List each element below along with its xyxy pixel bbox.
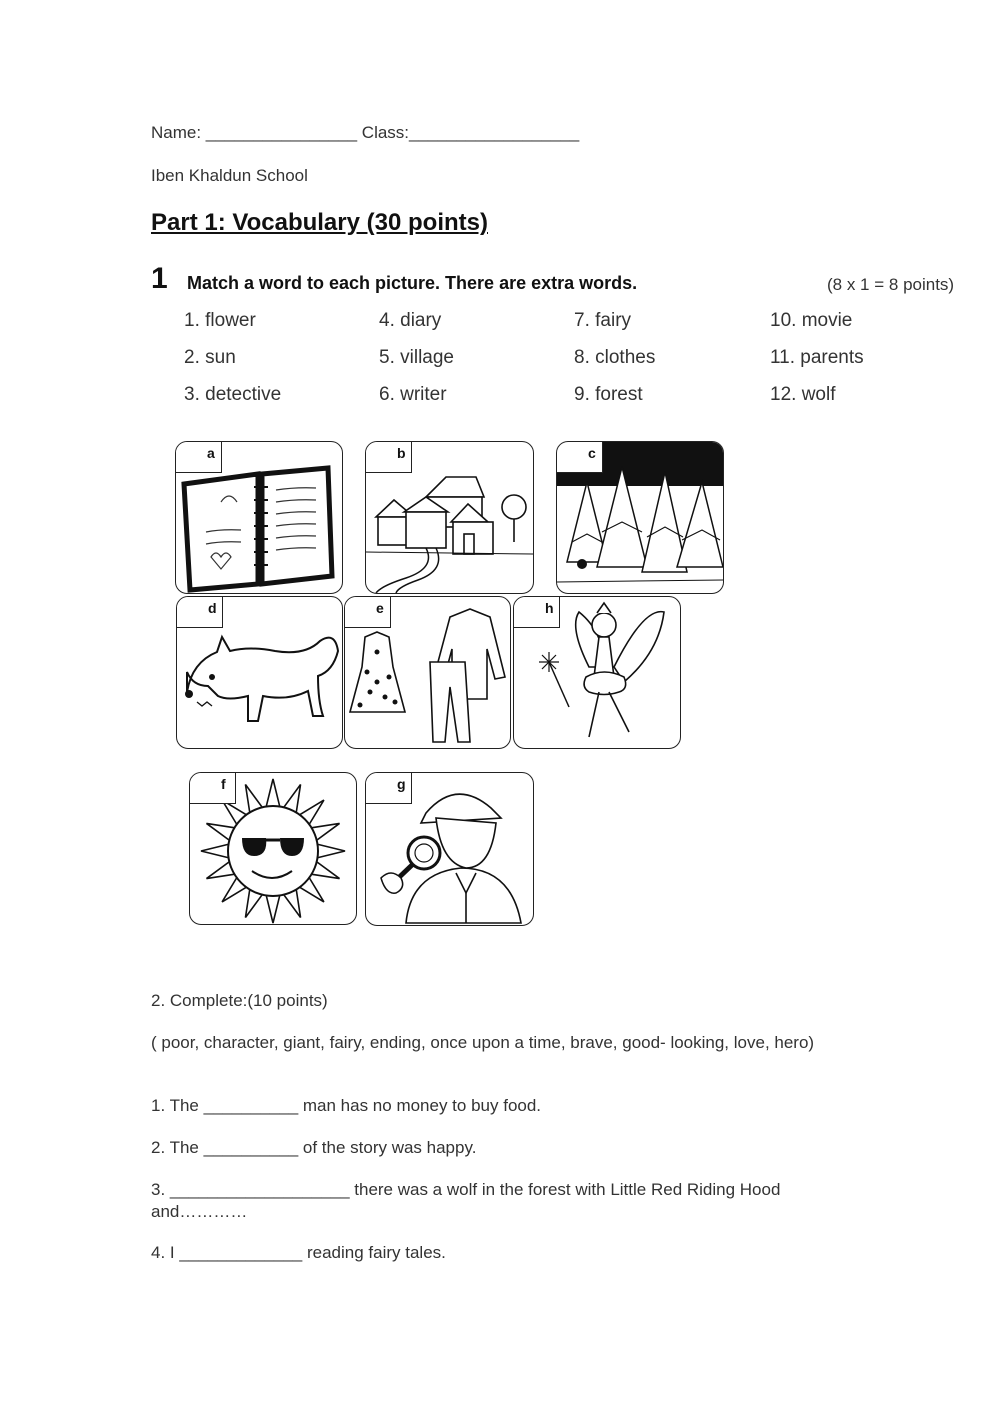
sentence-2: 2. The __________ of the story was happy. xyxy=(151,1138,477,1157)
picture-label: g xyxy=(397,776,406,792)
question-number: 1 xyxy=(151,262,168,295)
word-item: 11. parents xyxy=(770,347,864,368)
picture-label: a xyxy=(207,445,215,461)
word-item: 7. fairy xyxy=(574,310,632,331)
picture-c-forest xyxy=(556,441,724,594)
sun-ray xyxy=(266,894,280,923)
picture-a-diary xyxy=(175,441,343,594)
answer-box[interactable] xyxy=(514,597,538,628)
answer-box[interactable] xyxy=(366,442,390,473)
picture-d-wolf xyxy=(176,596,343,749)
sentence-3: 3. ___________________ there was a wolf in the forest with Little Red Riding Hood and………… xyxy=(151,1180,781,1221)
question-points: (8 x 1 = 8 points) xyxy=(827,275,955,294)
word-item: 1. flower xyxy=(184,310,256,331)
picture-f-sun xyxy=(189,772,357,925)
picture-g-detective xyxy=(365,772,534,926)
picture-e-clothes xyxy=(344,596,511,749)
answer-box[interactable] xyxy=(190,773,214,804)
name-class-line: Name: ________________ Class:__________________ xyxy=(151,123,580,142)
picture-label: e xyxy=(376,600,384,616)
word-item: 4. diary xyxy=(379,310,442,331)
sun-ray xyxy=(266,779,280,808)
school-name: Iben Khaldun School xyxy=(151,166,308,185)
sun-ray xyxy=(316,844,345,858)
question-instruction: Match a word to each picture. There are extra words. xyxy=(187,273,638,293)
sentence-4: 4. I _____________ reading fairy tales. xyxy=(151,1243,446,1262)
answer-box[interactable] xyxy=(557,442,581,473)
word-item: 10. movie xyxy=(770,310,853,331)
picture-h-fairy xyxy=(513,596,681,749)
word-item: 5. village xyxy=(379,347,454,368)
word-item: 12. wolf xyxy=(770,384,836,405)
picture-label: c xyxy=(588,445,596,461)
answer-box[interactable] xyxy=(176,442,200,473)
picture-label: h xyxy=(545,600,554,616)
answer-box[interactable] xyxy=(345,597,369,628)
word-bank: ( poor, character, giant, fairy, ending, once upon a time, brave, good- looking, love, hero) xyxy=(151,1033,815,1052)
picture-b-village xyxy=(365,441,534,594)
word-item: 8. clothes xyxy=(574,347,656,368)
part-title: Part 1: Vocabulary (30 points) xyxy=(151,209,488,236)
sentence-1: 1. The __________ man has no money to buy food. xyxy=(151,1096,542,1115)
answer-box[interactable] xyxy=(177,597,201,628)
answer-box[interactable] xyxy=(366,773,390,804)
picture-label: d xyxy=(208,600,217,616)
word-item: 9. forest xyxy=(574,384,643,405)
word-item: 2. sun xyxy=(184,347,236,368)
sun-ray xyxy=(201,844,230,858)
picture-label: b xyxy=(397,445,406,461)
question-2-title: 2. Complete:(10 points) xyxy=(151,991,328,1010)
picture-label: f xyxy=(221,776,226,792)
word-item: 3. detective xyxy=(184,384,282,405)
word-item: 6. writer xyxy=(379,384,447,405)
